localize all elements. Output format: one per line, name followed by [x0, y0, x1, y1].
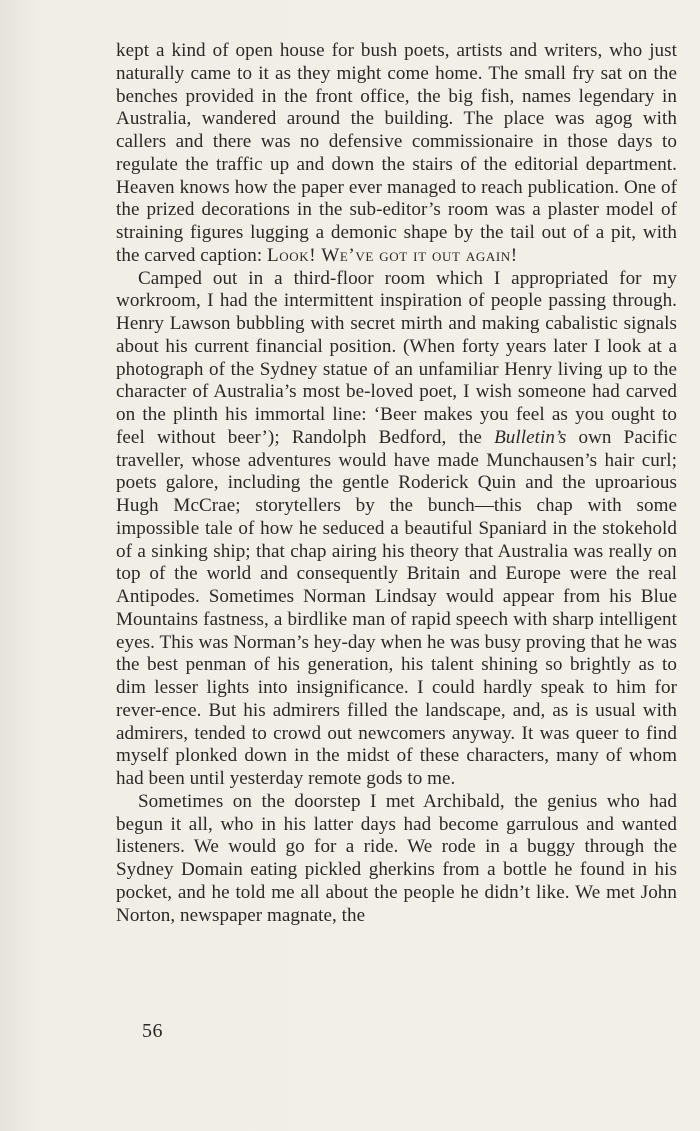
- paragraph-2-text-b: own Pacific traveller, whose adventures would have made Munchausen’s hair curl; poets galore, including the gentle Roderick Quin and the uproarious Hugh McCrae; storytellers by the bunch—this chap with some impossible tale of how he seduced a beautiful Spaniard in the stokehold of a sinking ship; that chap airing his theory that Australia was really on top of the world and consequently Britain and Europe were the real Antipodes. Sometimes Norman Lindsay would appear from his Blue Mountains fastness, a birdlike man of rapid speech with sharp intelligent eyes. This was Norman’s hey-day when he was busy proving that he was the best penman of his generation, his talent shining so brightly as to dim lesser lights into insignificance. I could hardly speak to him for rever-ence. But his admirers filled the landscape, and, as is usual with admirers, tended to crowd out newcomers anyway. It was queer to find myself plonked down in the midst of these characters, many of whom had been until yesterday remote gods to me.: [116, 426, 678, 789]
- body-text: [116, 40, 677, 927]
- paragraph-2-text-a: Camped out in a third-floor room which I appropriated for my workroom, I had the intermittent inspiration of people passing through. Henry Lawson bubbling with secret mirth and making cabalistic signals about his current financial position. (When forty years later I look at a photograph of the Sydney statue of an unfamiliar Henry living up to the character of Australia’s most be-loved poet, I wish someone had carved on the plinth his immortal line: ‘Beer makes you feel as you ought to feel without beer’); Randolph Bedford, the: [116, 267, 677, 448]
- paragraph-3-text: Sometimes on the doorstep I met Archibald, the genius who had begun it all, who in his latter days had become garrulous and wanted listeners. We would go for a ride. We rode in a buggy through the Sydney Domain eating pickled gherkins from a bottle he found in his pocket, and he told me all about the people he didn’t like. We met John Norton, newspaper magnate, the: [116, 790, 677, 926]
- page-number: 56: [142, 1020, 163, 1042]
- paragraph-2: [116, 268, 677, 791]
- bulletin-italic: Bulletin’s: [494, 426, 567, 448]
- carved-caption: Look! We’ve got it out again!: [267, 244, 518, 266]
- paragraph-3: [116, 791, 677, 928]
- paragraph-1-text: kept a kind of open house for bush poets, artists and writers, who just naturally came to it as they might come home. The small fry sat on the benches provided in the front office, the big fish, names legendary in Australia, wandered around the building. The place was agog with callers and there was no defensive commissionaire in those days to regulate the traffic up and down the stairs of the editorial department. Heaven knows how the paper ever managed to reach publication. One of the prized decorations in the sub-editor’s room was a plaster model of straining figures lugging a demonic shape by the tail out of a pit, with the carved caption:: [116, 40, 677, 266]
- paragraph-1: [116, 40, 677, 268]
